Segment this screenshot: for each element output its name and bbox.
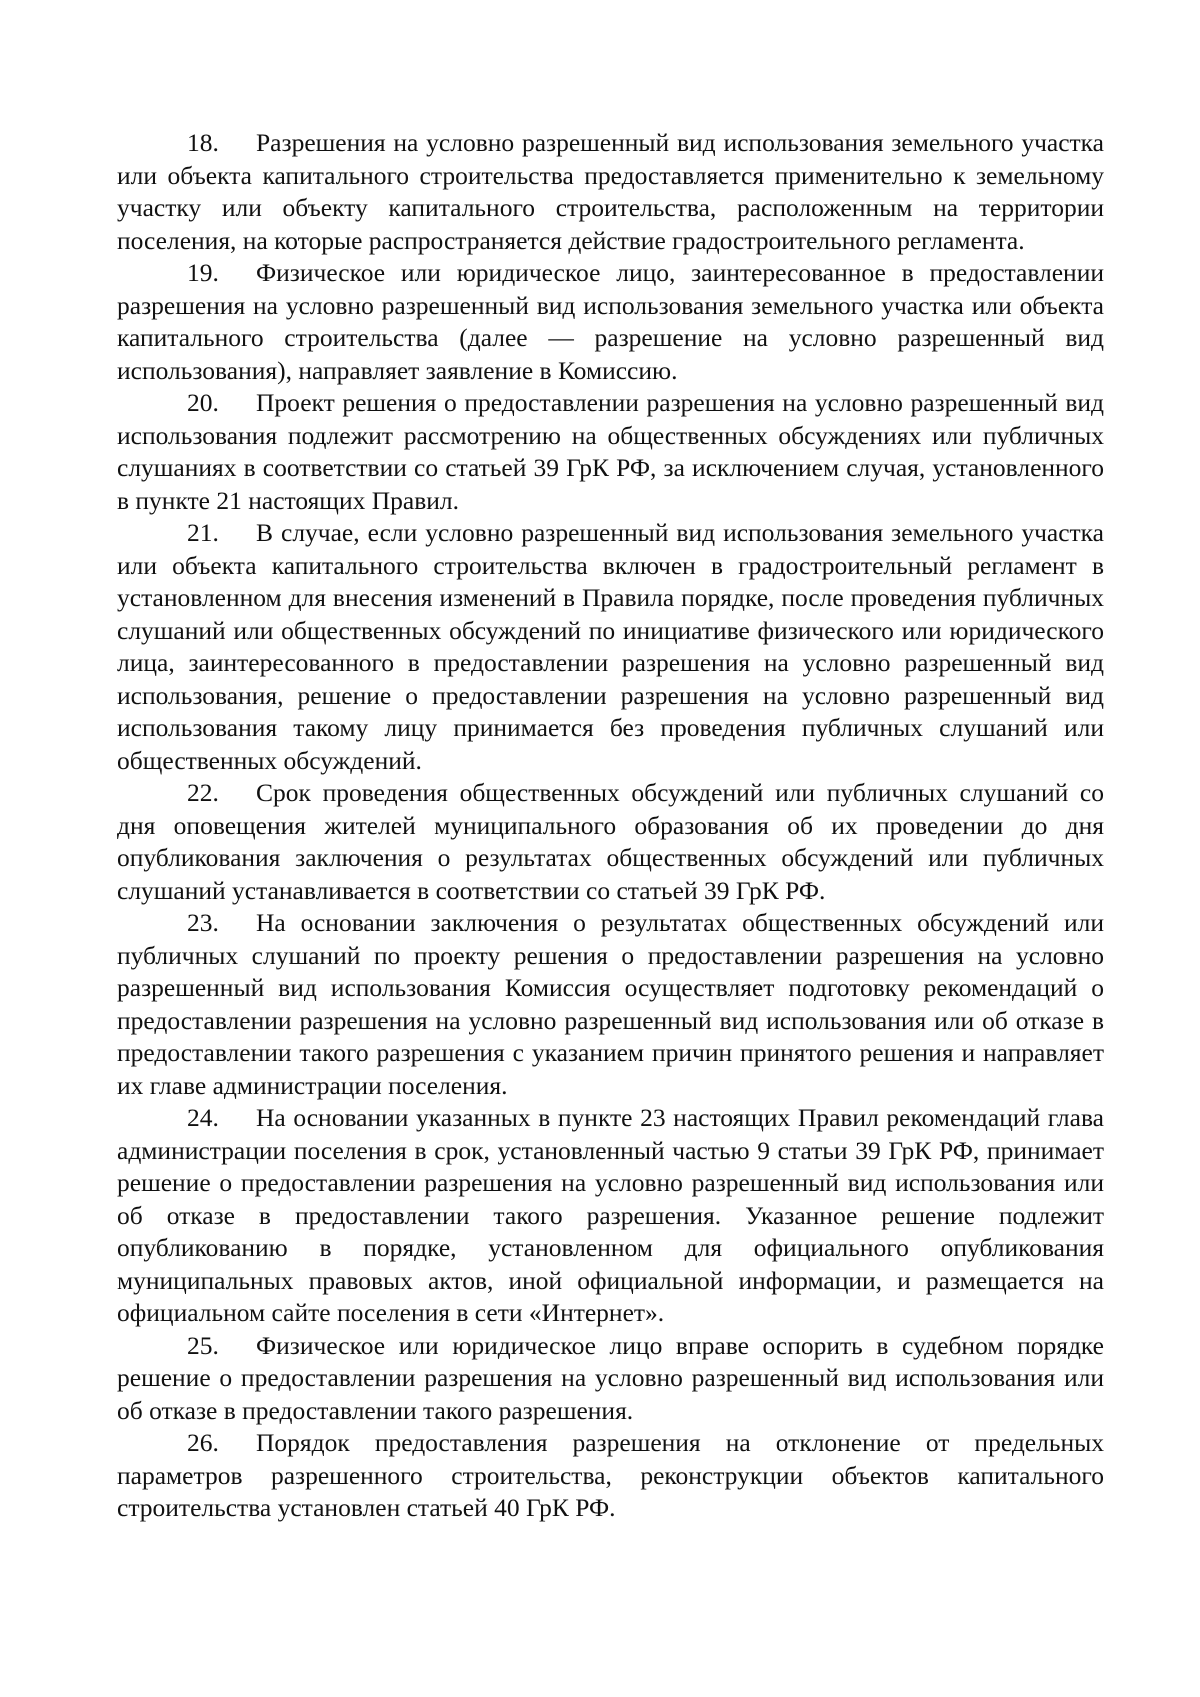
clause-20 [117, 387, 1104, 517]
clause-text: Физическое или юридическое лицо, заинтересованное в предоставлении разрешения на условно разрешенный вид использования земельного участка или объекта капитального строительства (далее — разрешение на условно разрешенный вид использования), направляет заявление в Комиссию. [117, 258, 1104, 385]
clause-19 [117, 257, 1104, 387]
clause-number: 18. [187, 128, 219, 157]
clause-text: На основании указанных в пункте 23 настоящих Правил рекомендаций глава администрации поселения в срок, установленный частью 9 статьи 39 ГрК РФ, принимает решение о предоставлении разрешения на условно разрешенный вид использования или об отказе в предоставлении такого разрешения. Указанное решение подлежит опубликованию в порядке, установленном для официального опубликования муниципальных правовых актов, иной официальной информации, и размещается на официальном сайте поселения в сети «Интернет». [117, 1103, 1104, 1327]
clause-number: 25. [187, 1330, 219, 1360]
clause-24 [117, 1102, 1104, 1330]
clause-21 [117, 517, 1104, 777]
clause-number: 20. [187, 388, 219, 417]
clause-number: 19. [187, 258, 219, 287]
clause-text: Срок проведения общественных обсуждений или публичных слушаний со дня оповещения жителей муниципального образования об их проведении до дня опубликования заключения о результатах общественных обсуждений или публичных слушаний устанавливается в соответствии со статьей 39 ГрК РФ. [117, 778, 1104, 905]
clause-18 [117, 127, 1104, 257]
clause-text: Порядок предоставления разрешения на отклонение от предельных параметров разрешенного строительства, реконструкции объектов капитального строительства установлен статьей 40 ГрК РФ. [117, 1428, 1104, 1522]
clause-22 [117, 777, 1104, 907]
clause-25 [117, 1330, 1104, 1428]
clause-text: На основании заключения о результатах общественных обсуждений или публичных слушаний по проекту решения о предоставлении разрешения на условно разрешенный вид использования Комиссия осуществляет подготовку рекомендаций о предоставлении разрешения на условно разрешенный вид использования или об отказе в предоставлении такого разрешения с указанием причин принятого решения и направляет их главе администрации поселения. [117, 908, 1104, 1100]
clause-number: 26. [187, 1428, 219, 1457]
clause-number: 23. [187, 908, 219, 937]
clause-text: Физическое или юридическое лицо вправе оспорить в судебном порядке решение о предоставлении разрешения на условно разрешенный вид использования или об отказе в предоставлении такого разрешения. [117, 1330, 1104, 1425]
clause-text: В случае, если условно разрешенный вид использования земельного участка или объекта капитального строительства включен в градостроительный регламент в установленном для внесения изменений в Правила порядке, после проведения публичных слушаний или общественных обсуждений по инициативе физического или юридического лица, заинтересованного в предоставлении разрешения на условно разрешенный вид использования, решение о предоставлении разрешения на условно разрешенный вид использования такому лицу принимается без проведения публичных слушаний или общественных обсуждений. [117, 518, 1104, 775]
clause-text: Разрешения на условно разрешенный вид использования земельного участка или объекта капитального строительства предоставляется применительно к земельному участку или объекту капитального строительства, расположенным на территории поселения, на которые распространяется действие градостроительного регламента. [117, 128, 1104, 255]
clause-number: 21. [187, 518, 219, 547]
clause-26 [117, 1427, 1104, 1525]
clause-text: Проект решения о предоставлении разрешения на условно разрешенный вид использования подлежит рассмотрению на общественных обсуждениях или публичных слушаниях в соответствии со статьей 39 ГрК РФ, за исключением случая, установленного в пункте 21 настоящих Правил. [117, 388, 1104, 515]
clause-number: 22. [187, 778, 219, 807]
clause-number: 24. [187, 1103, 219, 1132]
clause-23 [117, 907, 1104, 1102]
